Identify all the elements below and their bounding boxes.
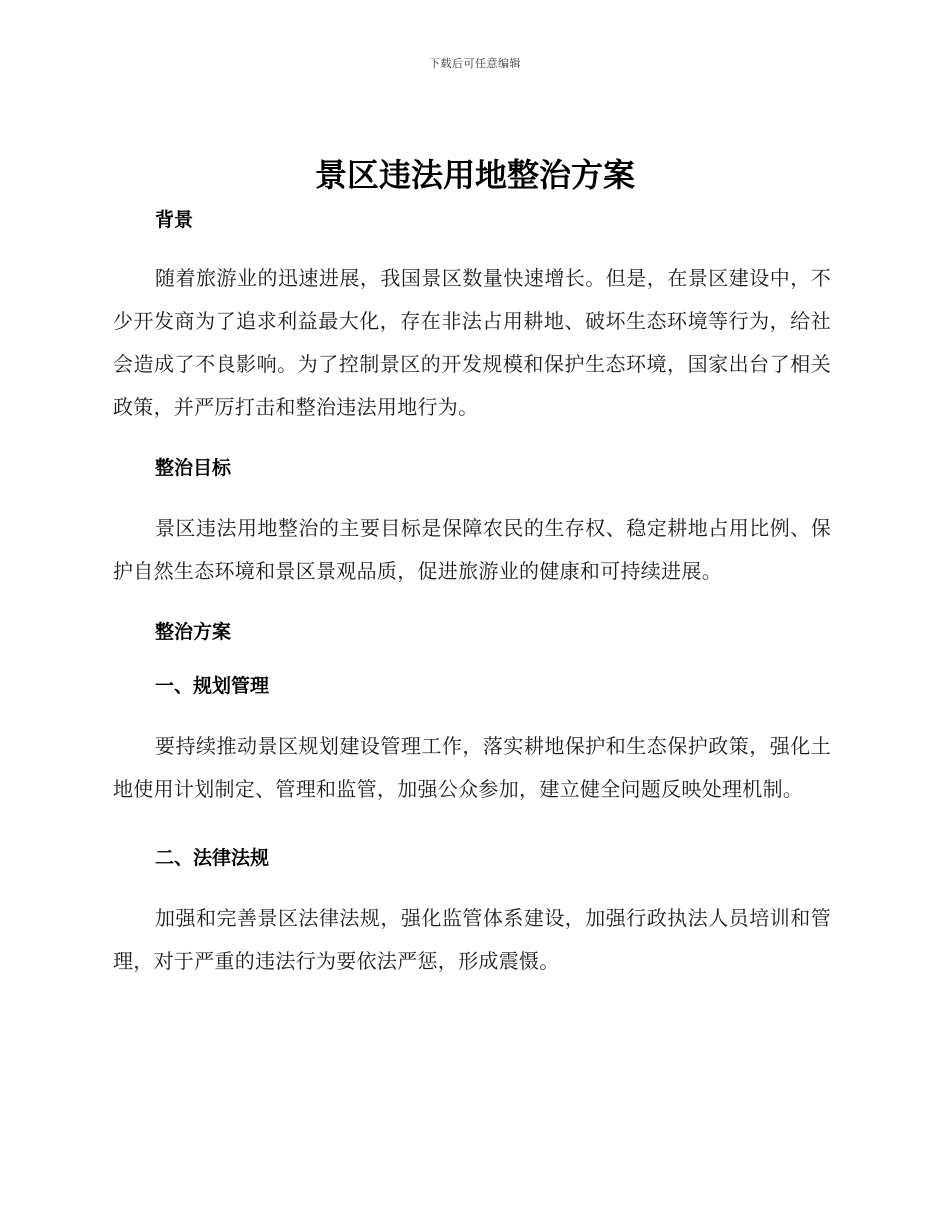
document-title: 景区违法用地整治方案 [314,156,635,194]
document-body [113,205,831,983]
paragraph-law: 加强和完善景区法律法规，强化监管体系建设，加强行政执法人员培训和管理，对于严重的违法行为要依法严惩，形成震慑。 [113,906,831,973]
header-note: 下载后可任意编辑 [429,57,521,70]
section-heading-law: 二、法律法规 [155,847,270,869]
section-heading-plan: 整治方案 [155,621,232,643]
paragraph-goal: 景区违法用地整治的主要目标是保障农民的生存权、稳定耕地占用比例、保护自然生态环境和景区景观品质，促进旅游业的健康和可持续进展。 [113,516,831,583]
paragraph-background: 随着旅游业的迅速进展，我国景区数量快速增长。但是，在景区建设中，不少开发商为了追求利益最大化，存在非法占用耕地、破坏生态环境等行为，给社会造成了不良影响。为了控制景区的开发规模和保护生态环境，国家出台了相关政策，并严厉打击和整治违法用地行为。 [113,266,831,419]
section-heading-planning: 一、规划管理 [155,675,270,697]
section-heading-background: 背景 [155,209,194,231]
paragraph-planning: 要持续推动景区规划建设管理工作，落实耕地保护和生态保护政策，强化土地使用计划制定、管理和监管，加强公众参加，建立健全问题反映处理机制。 [113,734,831,801]
section-heading-goal: 整治目标 [155,457,232,479]
